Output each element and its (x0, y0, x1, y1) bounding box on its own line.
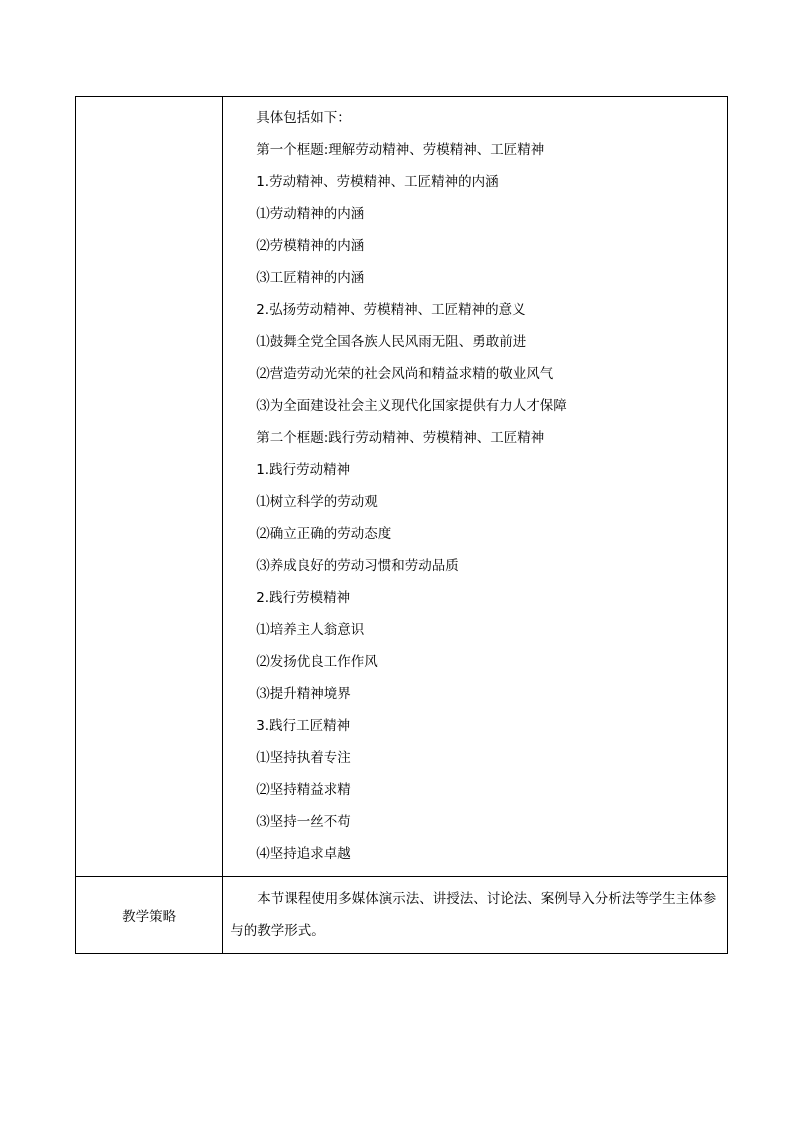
content-line: ⑶工匠精神的内涵 (256, 270, 365, 286)
content-line: ⑶为全面建设社会主义现代化国家提供有力人才保障 (256, 398, 567, 414)
content-line: ⑴培养主人翁意识 (256, 622, 365, 638)
content-line: ⑶提升精神境界 (256, 686, 351, 702)
content-line: ⑴树立科学的劳动观 (256, 494, 378, 510)
content-line: 第二个框题:践行劳动精神、劳模精神、工匠精神 (256, 430, 545, 446)
content-line: ⑵发扬优良工作作风 (256, 654, 378, 670)
content-line: ⑵坚持精益求精 (256, 782, 351, 798)
content-line: 2.践行劳模精神 (256, 590, 351, 606)
lesson-plan-table (75, 96, 728, 954)
content-line: ⑶养成良好的劳动习惯和劳动品质 (256, 558, 459, 574)
content-line: 第一个框题:理解劳动精神、劳模精神、工匠精神 (256, 142, 545, 158)
content-line: ⑵营造劳动光荣的社会风尚和精益求精的敬业风气 (256, 366, 554, 382)
content-line: ⑴坚持执着专注 (256, 750, 351, 766)
content-line: ⑶坚持一丝不苟 (256, 814, 351, 830)
content-line: 1.践行劳动精神 (256, 462, 351, 478)
content-line: ⑵确立正确的劳动态度 (256, 526, 392, 542)
content-label-cell (76, 97, 223, 877)
strategy-cell (223, 877, 728, 954)
content-line: ⑷坚持追求卓越 (256, 846, 351, 862)
content-line: 2.弘扬劳动精神、劳模精神、工匠精神的意义 (256, 302, 526, 318)
strategy-label: 教学策略 (76, 877, 223, 954)
content-cell (223, 97, 728, 877)
strategy-row (76, 877, 728, 954)
content-line: ⑴劳动精神的内涵 (256, 206, 365, 222)
content-row (76, 97, 728, 877)
content-line: 3.践行工匠精神 (256, 718, 351, 734)
strategy-text: 本节课程使用多媒体演示法、讲授法、讨论法、案例导入分析法等学生主体参与的教学形式。 (230, 891, 717, 939)
content-line: 1.劳动精神、劳模精神、工匠精神的内涵 (256, 174, 499, 190)
content-line: ⑴鼓舞全党全国各族人民风雨无阻、勇敢前进 (256, 334, 527, 350)
content-line: ⑵劳模精神的内涵 (256, 238, 365, 254)
content-line: 具体包括如下： (256, 110, 351, 126)
